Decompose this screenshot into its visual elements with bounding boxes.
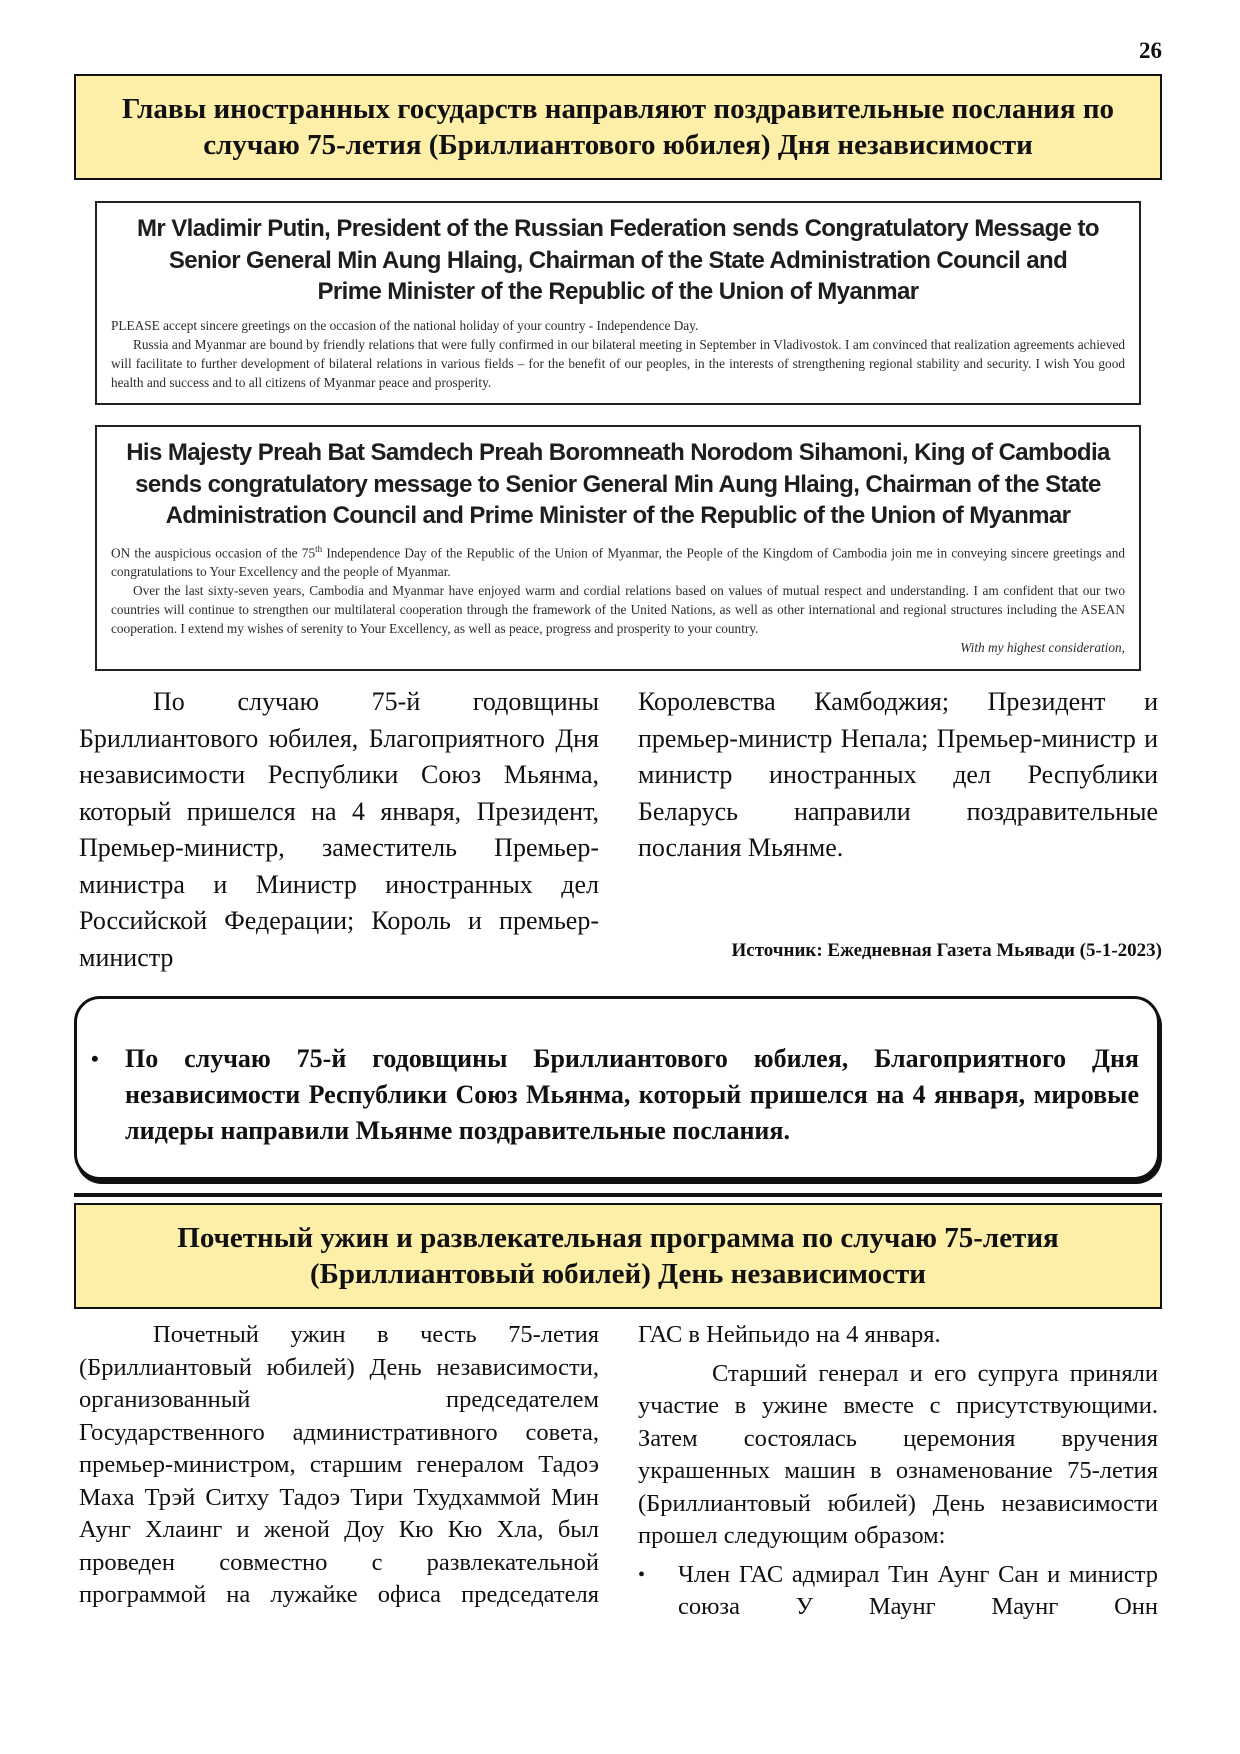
- article-column-left: [79, 684, 599, 976]
- bullet-marker: •: [91, 1046, 99, 1071]
- article-column-left: [79, 1319, 599, 1612]
- bullet-marker: •: [638, 1563, 646, 1586]
- clipping-headline: [111, 213, 1125, 308]
- list-item-text: Член ГАС адмирал Тин Аунг Сан и министр союза У Маунг Маунг Онн: [678, 1560, 1158, 1620]
- article-paragraph: Старший генерал и его супруга приняли участие в ужине вместе с присутствующими. Затем состоялась церемония вручения украшенных машин в ознаменование 75-летия (Бриллиантовый юбилей) День независимости прошел следующим образом:: [638, 1359, 1158, 1549]
- section-title-line: (Бриллиантовый юбилей) День независимости: [309, 1258, 926, 1290]
- clipping-text: ON the auspicious occasion of the 75: [111, 544, 316, 560]
- clipping-headline-line: sends congratulatory message to Senior General Min Aung Hlaing, Chairman of the State: [135, 470, 1101, 498]
- article-paragraph: ГАС в Нейпьидо на 4 января.: [638, 1321, 941, 1348]
- summary-text: По случаю 75-й годовщины Бриллиантового юбилея, Благоприятного Дня независимости Республики Союз Мьянма, который пришелся на 4 января, мировые лидеры направили Мьянме поздравительные послания.: [125, 1044, 1139, 1145]
- section-title-line: Главы иностранных государств направляют поздравительные послания по: [121, 93, 1115, 125]
- page-number: 26: [1139, 38, 1162, 63]
- clipping-paragraph: [111, 540, 1125, 581]
- section-title: [74, 1203, 1162, 1309]
- news-clipping-putin: [95, 201, 1141, 405]
- news-clipping-cambodia: [95, 425, 1141, 671]
- clipping-headline: [111, 437, 1125, 532]
- clipping-superscript: th: [315, 543, 323, 554]
- clipping-headline-line: His Majesty Preah Bat Samdech Preah Boromneath Norodom Sihamoni, King of Cambodia: [126, 439, 1110, 466]
- section-title-line: случаю 75-летия (Бриллиантового юбилея) Дня независимости: [203, 129, 1033, 161]
- article-column-right: [638, 1319, 1158, 1624]
- clipping-headline-line: Administration Council and Prime Minister of the Republic of the Union of Myanmar: [165, 502, 1071, 529]
- clipping-paragraph: Russia and Myanmar are bound by friendly relations that were fully confirmed in our bilateral meeting in September in Vladivostok. I am convinced that realization agreements achieved will facilitate to further development of bilateral relations in various fields – for the benefit of our peoples, in the interests of strengthening regional stability and security. I wish You good health and success and to all citizens of Myanmar peace and prosperity.: [111, 336, 1125, 390]
- section-title: [74, 74, 1162, 180]
- clipping-signoff: With my highest consideration,: [960, 639, 1125, 655]
- clipping-body: [111, 540, 1125, 638]
- clipping-paragraph: Over the last sixty-seven years, Cambodia and Myanmar have enjoyed warm and cordial relations based on values of mutual respect and understanding. I am confident that our two countries will continue to strengthen our multilateral cooperation through the framework of the United Nations, as well as other international and regional structures including the ASEAN cooperation. I extend my wishes of serenity to Your Excellency, as well as peace, progress and prosperity to your country.: [111, 582, 1125, 636]
- clipping-paragraph: PLEASE accept sincere greetings on the occasion of the national holiday of your country - Independence Day.: [111, 317, 699, 333]
- section-title-line: Почетный ужин и развлекательная программа по случаю 75-летия: [177, 1222, 1059, 1254]
- summary-bullet-item: [77, 1041, 1139, 1149]
- source-citation: Источник: Ежедневная Газета Мьявади (5-1-2023): [731, 940, 1162, 961]
- clipping-text: Independence Day of the Republic of the Union of Myanmar, the People of the Kingdom of Cambodia join me in conveying sincere greetings and congratulations to Your Excellency and the people of Myanmar.: [111, 544, 1125, 579]
- clipping-body: [111, 316, 1125, 392]
- list-item: [638, 1559, 1158, 1624]
- article-paragraph: По случаю 75-й годовщины Бриллиантового юбилея, Благоприятного Дня независимости Республики Союз Мьянма, который пришелся на 4 января, Президент, Премьер-министр, заместитель Премьер-министра и Министр иностранных дел Российской Федерации; Король и премьер-министр: [79, 687, 599, 972]
- clipping-headline-line: Prime Minister of the Republic of the Union of Myanmar: [317, 278, 919, 305]
- section-divider: [74, 1193, 1162, 1197]
- article-paragraph: Королевства Камбоджия; Президент и премьер-министр Непала; Премьер-министр и министр иностранных дел Республики Беларусь направили поздравительные послания Мьянме.: [638, 687, 1158, 862]
- article-paragraph: Почетный ужин в честь 75-летия (Бриллиантовый юбилей) День независимости, организованный председателем Государственного административного совета, премьер-министром, старшим генералом Тадоэ Маха Трэй Ситху Тадоэ Тири Тхудхаммой Мин Аунг Хлаинг и женой Доу Кю Кю Хла, был проведен совместно с развлекательной программой на лужайке офиса председателя: [79, 1321, 599, 1608]
- article-column-right: [638, 684, 1158, 867]
- clipping-headline-line: Mr Vladimir Putin, President of the Russian Federation sends Congratulatory Message to: [137, 215, 1099, 242]
- summary-box: [74, 996, 1160, 1180]
- clipping-headline-line: Senior General Min Aung Hlaing, Chairman of the State Administration Council and: [168, 246, 1068, 274]
